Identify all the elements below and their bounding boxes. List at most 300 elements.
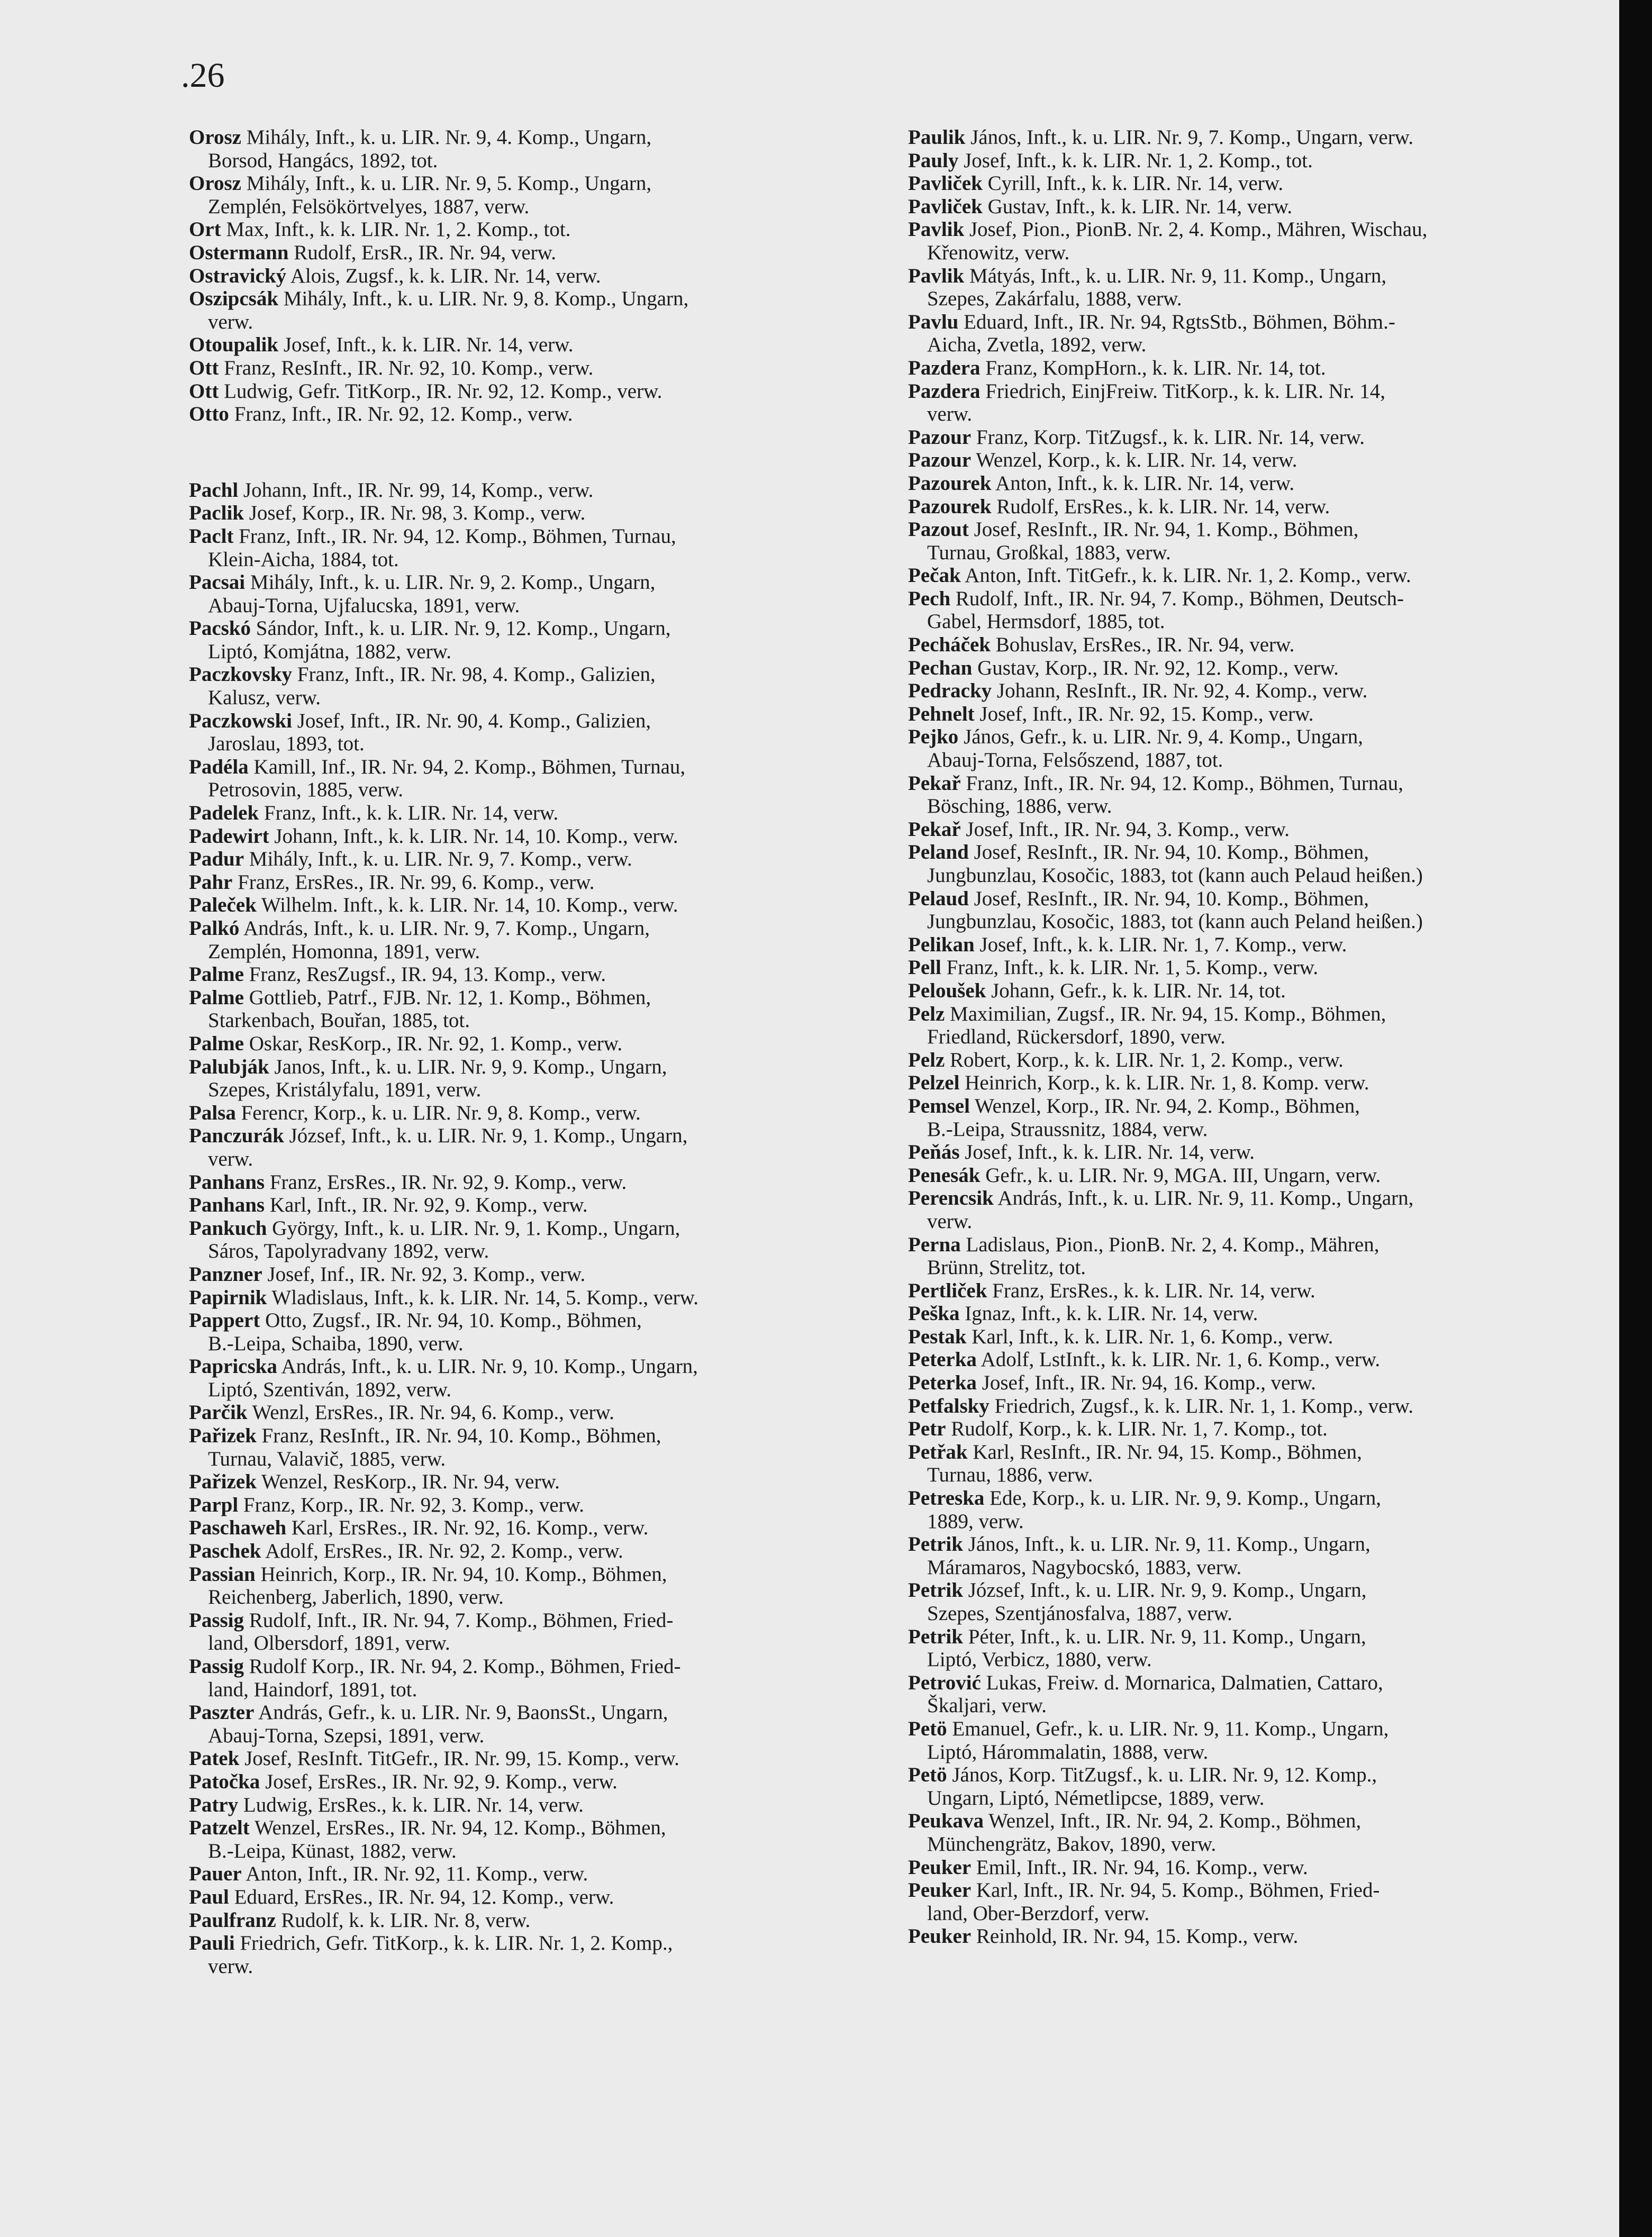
entry-details: Wenzel, ResKorp., IR. Nr. 94, verw. (261, 1470, 560, 1494)
entry-details: Franz, Korp. TitZugsf., k. k. LIR. Nr. 14, verw. (976, 425, 1365, 449)
entry-surname: Palkó (189, 917, 240, 940)
entry-surname: Ostermann (189, 241, 289, 264)
entry-surname: Paul (189, 1885, 229, 1908)
list-entry (908, 1879, 1601, 1925)
entry-details: János, Korp. TitZugsf., k. u. LIR. Nr. 9, 12. Komp., (952, 1763, 1377, 1787)
entry-surname: Paszter (189, 1701, 255, 1724)
entry-continuation: Petrosovin, 1885, verw. (208, 778, 404, 802)
entry-details: Josef, Inft., IR. Nr. 94, 16. Komp., verw. (982, 1371, 1316, 1395)
entry-continuation: land, Haindorf, 1891, tot. (208, 1678, 417, 1701)
entry-continuation: Jaroslau, 1893, tot. (208, 732, 365, 756)
list-entry (908, 1371, 1601, 1395)
list-entry (908, 1325, 1601, 1349)
entry-details: Mihály, Inft., k. u. LIR. Nr. 9, 5. Komp., Ungarn, (246, 172, 652, 195)
list-entry (908, 725, 1601, 771)
list-entry (189, 1286, 876, 1310)
list-entry (189, 917, 876, 963)
entry-surname: Panzner (189, 1262, 262, 1286)
entry-surname: Pařizek (189, 1424, 257, 1448)
entry-continuation: Zemplén, Felsökörtvelyes, 1887, verw. (208, 195, 530, 218)
entry-details: József, Inft., k. u. LIR. Nr. 9, 9. Komp., Ungarn, (968, 1579, 1367, 1602)
entry-details: Ladislaus, Pion., PionB. Nr. 2, 4. Komp., Mähren, (966, 1233, 1379, 1256)
list-entry (908, 1717, 1601, 1763)
entry-surname: Petö (908, 1763, 947, 1787)
entry-surname: Paschaweh (189, 1516, 287, 1540)
entry-continuation: Abauj-Torna, Felsőszend, 1887, tot. (927, 749, 1223, 772)
list-entry (908, 1925, 1601, 1948)
entry-surname: Pemsel (908, 1094, 970, 1117)
entry-details: Josef, Inf., IR. Nr. 92, 3. Komp., verw. (267, 1262, 586, 1286)
entry-surname: Peloušek (908, 979, 986, 1002)
entry-details: Franz, Inft., IR. Nr. 98, 4. Komp., Galizien, (297, 663, 656, 686)
entry-surname: Pavliček (908, 172, 983, 195)
entry-surname: Ott (189, 379, 219, 403)
entry-surname: Ott (189, 356, 219, 379)
entry-details: Josef, ResInft., IR. Nr. 94, 10. Komp., Böhmen, (974, 841, 1369, 864)
entry-details: Mihály, Inft., k. u. LIR. Nr. 9, 2. Komp., Ungarn, (250, 571, 656, 594)
list-entry (189, 1516, 876, 1540)
entry-details: Wenzel, Inft., IR. Nr. 94, 2. Komp., Böhmen, (988, 1809, 1361, 1833)
entry-surname: Pertliček (908, 1279, 987, 1302)
entry-surname: Pazdera (908, 379, 981, 403)
list-entry (908, 1187, 1601, 1233)
entry-surname: Papirnik (189, 1286, 267, 1309)
entry-details: Josef, Inft., IR. Nr. 94, 3. Komp., verw. (966, 817, 1290, 841)
list-entry (908, 1856, 1601, 1879)
entry-details: Kamill, Inf., IR. Nr. 94, 2. Komp., Böhmen, Turnau, (253, 755, 686, 778)
entry-details: József, Inft., k. u. LIR. Nr. 9, 1. Komp., Ungarn, (289, 1124, 688, 1148)
entry-surname: Paczkovsky (189, 663, 292, 686)
entry-details: Rudolf, Inft., IR. Nr. 94, 7. Komp., Böhmen, Deutsch- (955, 587, 1404, 610)
entry-details: Reinhold, IR. Nr. 94, 15. Komp., verw. (976, 1925, 1299, 1948)
entry-continuation: Ungarn, Liptó, Németlipcse, 1889, verw. (927, 1786, 1265, 1809)
entry-continuation: Sáros, Tapolyradvany 1892, verw. (208, 1240, 489, 1263)
entry-surname: Petr (908, 1417, 946, 1441)
list-entry (189, 1909, 876, 1932)
entry-continuation: Zemplén, Homonna, 1891, verw. (208, 940, 480, 963)
entry-details: Friedrich, Zugsf., k. k. LIR. Nr. 1, 1. Komp., verw. (994, 1394, 1414, 1417)
entry-details: Cyrill, Inft., k. k. LIR. Nr. 14, verw. (987, 172, 1284, 195)
entry-surname: Pelz (908, 1002, 945, 1025)
entry-details: Josef, Pion., PionB. Nr. 2, 4. Komp., Mähren, Wischau, (969, 218, 1428, 241)
entry-details: Mihály, Inft., k. u. LIR. Nr. 9, 8. Komp., Ungarn, (283, 287, 689, 311)
entry-surname: Peterka (908, 1371, 977, 1395)
entry-continuation: Máramaros, Nagybocskó, 1883, verw. (927, 1556, 1242, 1579)
list-entry (189, 963, 876, 986)
entry-details: György, Inft., k. u. LIR. Nr. 9, 1. Komp., Ungarn, (272, 1216, 680, 1240)
list-entry (189, 756, 876, 802)
entry-details: Franz, ErsRes., k. k. LIR. Nr. 14, verw. (992, 1279, 1315, 1302)
entry-surname: Petreska (908, 1487, 985, 1510)
list-entry (189, 502, 876, 525)
entry-details: Franz, Inft., k. k. LIR. Nr. 14, verw. (264, 802, 559, 825)
entry-surname: Pazdera (908, 356, 981, 379)
list-entry (908, 1071, 1601, 1095)
entry-continuation: Turnau, Großkal, 1883, verw. (927, 541, 1171, 564)
list-entry (908, 1279, 1601, 1303)
entry-details: Wladislaus, Inft., k. k. LIR. Nr. 14, 5. Komp., verw. (271, 1286, 699, 1309)
list-entry (189, 1563, 876, 1609)
entry-surname: Pahr (189, 870, 233, 894)
list-entry (908, 265, 1601, 311)
entry-details: Anton, Inft. TitGefr., k. k. LIR. Nr. 1, 2. Komp., verw. (965, 564, 1411, 587)
entry-surname: Paczkowski (189, 709, 292, 732)
list-entry (189, 802, 876, 825)
list-entry (908, 657, 1601, 680)
entry-continuation: Turnau, Valavič, 1885, verw. (208, 1447, 446, 1470)
entry-details: Josef, ErsRes., IR. Nr. 92, 9. Komp., verw. (265, 1770, 618, 1793)
list-entry (908, 1095, 1601, 1141)
list-entry (189, 1816, 876, 1862)
entry-surname: Pacskó (189, 617, 251, 640)
entry-details: Adolf, LstInft., k. k. LIR. Nr. 1, 6. Komp., verw. (981, 1348, 1381, 1371)
list-entry (189, 1263, 876, 1286)
list-entry (189, 126, 876, 172)
entry-surname: Padéla (189, 755, 249, 778)
entry-details: Franz, Korp., IR. Nr. 92, 3. Komp., verw. (243, 1493, 585, 1516)
entry-details: Sándor, Inft., k. u. LIR. Nr. 9, 12. Komp., Ungarn, (256, 617, 671, 640)
entry-surname: Panhans (189, 1170, 265, 1194)
entry-surname: Penesák (908, 1163, 981, 1187)
list-entry (189, 871, 876, 894)
entry-details: Josef, ResInft., IR. Nr. 94, 1. Komp., Böhmen, (974, 518, 1359, 541)
entry-surname: Pappert (189, 1309, 260, 1332)
entry-details: Heinrich, Korp., IR. Nr. 94, 10. Komp., Böhmen, (260, 1562, 667, 1586)
right-column (908, 126, 1601, 1948)
entry-surname: Petrović (908, 1671, 981, 1694)
entry-continuation: Liptó, Hárommalatin, 1888, verw. (927, 1740, 1209, 1763)
entry-surname: Petrik (908, 1533, 963, 1556)
list-entry (189, 172, 876, 218)
entry-details: Franz, ResInft., IR. Nr. 92, 10. Komp., verw. (224, 356, 594, 379)
entry-surname: Petřak (908, 1440, 968, 1463)
entry-details: Wenzel, Korp., k. k. LIR. Nr. 14, verw. (976, 449, 1297, 472)
entry-continuation: Gabel, Hermsdorf, 1885, tot. (927, 610, 1165, 633)
entry-continuation: B.-Leipa, Künast, 1882, verw. (208, 1839, 457, 1862)
entry-details: Bohuslav, ErsRes., IR. Nr. 94, verw. (995, 633, 1295, 657)
list-entry (189, 986, 876, 1032)
list-entry (908, 979, 1601, 1003)
entry-continuation: verw. (208, 1954, 253, 1978)
entry-surname: Pavliček (908, 195, 983, 218)
entry-details: Robert, Korp., k. k. LIR. Nr. 1, 2. Komp., verw. (950, 1048, 1344, 1071)
entry-surname: Pazout (908, 518, 969, 541)
list-entry (189, 1494, 876, 1517)
entry-details: Anton, Inft., IR. Nr. 92, 11. Komp., verw. (246, 1862, 588, 1886)
entry-continuation: Škaljari, verw. (927, 1694, 1047, 1717)
entry-surname: Pazour (908, 425, 972, 449)
entry-surname: Pedracky (908, 679, 992, 703)
list-entry (908, 1441, 1601, 1487)
list-entry (908, 1049, 1601, 1072)
entry-details: Josef, Inft., IR. Nr. 92, 15. Komp., verw. (979, 702, 1314, 725)
entry-details: Wenzel, ErsRes., IR. Nr. 94, 12. Komp., Böhmen, (254, 1816, 666, 1840)
list-entry (908, 633, 1601, 657)
entry-continuation: Münchengrätz, Bakov, 1890, verw. (927, 1832, 1217, 1856)
entry-surname: Padur (189, 848, 244, 871)
list-entry (189, 1171, 876, 1194)
list-entry (908, 1233, 1601, 1279)
list-entry (189, 848, 876, 871)
entry-surname: Pehnelt (908, 702, 975, 725)
entry-details: Janos, Inft., k. u. LIR. Nr. 9, 9. Komp., Ungarn, (274, 1055, 667, 1078)
entry-surname: Palme (189, 1032, 244, 1055)
list-entry (189, 571, 876, 617)
entry-details: Josef, Inft., IR. Nr. 90, 4. Komp., Galizien, (297, 709, 651, 732)
entry-continuation: land, Olbersdorf, 1891, verw. (208, 1632, 450, 1655)
entry-surname: Pelz (908, 1048, 945, 1071)
entry-surname: Petö (908, 1717, 947, 1740)
list-entry (908, 679, 1601, 703)
entry-details: Josef, Inft., k. k. LIR. Nr. 1, 7. Komp., verw. (979, 933, 1347, 956)
entry-surname: Paulfranz (189, 1908, 276, 1932)
list-entry (908, 357, 1601, 380)
list-entry (189, 1032, 876, 1056)
entry-details: András, Inft., k. u. LIR. Nr. 9, 10. Komp., Ungarn, (281, 1355, 698, 1378)
list-entry (189, 617, 876, 663)
entry-details: Heinrich, Korp., k. k. LIR. Nr. 1, 8. Komp. verw. (965, 1071, 1369, 1095)
entry-surname: Pavlu (908, 310, 959, 333)
entry-details: Mihály, Inft., k. u. LIR. Nr. 9, 7. Komp., verw. (249, 848, 632, 871)
entry-surname: Pelaud (908, 887, 969, 910)
entry-surname: Pazour (908, 449, 972, 472)
list-entry (908, 772, 1601, 818)
entry-surname: Pell (908, 956, 941, 979)
entry-surname: Paclt (189, 524, 234, 548)
list-entry (908, 1141, 1601, 1164)
list-entry (908, 380, 1601, 426)
list-entry (189, 1862, 876, 1886)
entry-surname: Pelikan (908, 933, 975, 956)
entry-details: Gustav, Inft., k. k. LIR. Nr. 14, verw. (987, 195, 1293, 218)
entry-details: János, Inft., k. u. LIR. Nr. 9, 7. Komp., Ungarn, verw. (970, 126, 1414, 149)
entry-surname: Perna (908, 1233, 961, 1256)
list-entry (189, 218, 876, 241)
list-entry (908, 1164, 1601, 1187)
entry-continuation: B.-Leipa, Straussnitz, 1884, verw. (927, 1117, 1208, 1141)
list-entry (908, 1763, 1601, 1809)
entry-continuation: Szepes, Kristályfalu, 1891, verw. (208, 1078, 482, 1102)
entry-continuation: Abauj-Torna, Szepsi, 1891, verw. (208, 1724, 485, 1747)
entry-details: Ede, Korp., k. u. LIR. Nr. 9, 9. Komp., Ungarn, (990, 1487, 1381, 1510)
entry-surname: Papricska (189, 1355, 277, 1378)
entry-continuation: Szepes, Szentjánosfalva, 1887, verw. (927, 1602, 1232, 1625)
entry-details: Rudolf, Inft., IR. Nr. 94, 7. Komp., Böhmen, Fried- (249, 1608, 674, 1632)
entry-surname: Petfalsky (908, 1394, 990, 1417)
entry-surname: Peňás (908, 1141, 960, 1164)
entry-continuation: Aicha, Zvetla, 1892, verw. (927, 333, 1147, 357)
entry-surname: Oszipcsák (189, 287, 279, 311)
list-entry (189, 1124, 876, 1170)
list-entry (189, 287, 876, 333)
list-entry (908, 218, 1601, 264)
entry-surname: Parčik (189, 1401, 248, 1424)
list-entry (908, 1003, 1601, 1049)
entry-surname: Pazourek (908, 495, 992, 518)
entry-details: Alois, Zugsf., k. k. LIR. Nr. 14, verw. (290, 264, 601, 287)
entry-surname: Ort (189, 218, 221, 241)
entry-details: Rudolf, k. k. LIR. Nr. 8, verw. (281, 1908, 531, 1932)
entry-surname: Paulik (908, 126, 966, 149)
list-entry (908, 472, 1601, 495)
entry-details: Franz, ResZugsf., IR. 94, 13. Komp., verw. (249, 963, 606, 986)
list-entry (189, 357, 876, 380)
entry-continuation: B.-Leipa, Schaiba, 1890, verw. (208, 1332, 464, 1355)
list-entry (908, 1625, 1601, 1671)
entry-surname: Ostravický (189, 264, 287, 287)
entry-surname: Pechan (908, 656, 973, 679)
entry-surname: Pauer (189, 1862, 242, 1886)
list-entry (908, 1395, 1601, 1418)
list-entry (908, 1487, 1601, 1533)
entry-surname: Palme (189, 986, 244, 1009)
entry-continuation: Kalusz, verw. (208, 686, 321, 710)
entry-details: Wenzel, Korp., IR. Nr. 94, 2. Komp., Böhmen, (975, 1094, 1360, 1117)
section-gap (189, 426, 876, 479)
entry-surname: Passig (189, 1608, 244, 1632)
entry-surname: Pejko (908, 725, 959, 749)
entry-surname: Pachl (189, 478, 239, 502)
entry-surname: Pekař (908, 817, 961, 841)
entry-details: Ignaz, Inft., k. k. LIR. Nr. 14, verw. (965, 1302, 1258, 1325)
entry-details: Oskar, ResKorp., IR. Nr. 92, 1. Komp., verw. (249, 1032, 623, 1055)
entry-surname: Pauly (908, 149, 959, 172)
entry-details: Wilhelm. Inft., k. k. LIR. Nr. 14, 10. Komp., verw. (261, 894, 678, 917)
entry-surname: Paclik (189, 502, 244, 525)
entry-details: Eduard, ErsRes., IR. Nr. 94, 12. Komp., verw. (234, 1885, 614, 1908)
entry-details: Emil, Inft., IR. Nr. 94, 16. Komp., verw. (976, 1856, 1308, 1879)
list-entry (189, 1194, 876, 1217)
entry-details: Karl, ErsRes., IR. Nr. 92, 16. Komp., verw. (291, 1516, 649, 1540)
entry-details: Emanuel, Gefr., k. u. LIR. Nr. 9, 11. Komp., Ungarn, (952, 1717, 1389, 1740)
entry-details: Maximilian, Zugsf., IR. Nr. 94, 15. Komp., Böhmen, (950, 1002, 1386, 1025)
entry-details: Franz, KompHorn., k. k. LIR. Nr. 14, tot. (985, 356, 1326, 379)
entry-surname: Palubják (189, 1055, 269, 1078)
list-entry (189, 1102, 876, 1125)
list-entry (908, 149, 1601, 172)
list-entry (189, 825, 876, 848)
entry-details: Péter, Inft., k. u. LIR. Nr. 9, 11. Komp., Ungarn, (968, 1625, 1366, 1648)
entry-continuation: Starkenbach, Bouřan, 1885, tot. (208, 1009, 470, 1032)
entry-surname: Orosz (189, 126, 241, 149)
entry-surname: Palsa (189, 1101, 236, 1124)
entry-continuation: Szepes, Zakárfalu, 1888, verw. (927, 287, 1182, 311)
entry-details: Josef, Inft., k. k. LIR. Nr. 14, verw. (965, 1141, 1255, 1164)
entry-continuation: Liptó, Komjátna, 1882, verw. (208, 640, 451, 663)
entry-details: János, Inft., k. u. LIR. Nr. 9, 11. Komp., Ungarn, (968, 1533, 1370, 1556)
entry-continuation: Bösching, 1886, verw. (927, 795, 1112, 818)
entry-details: Josef, ResInft. TitGefr., IR. Nr. 99, 15. Komp., verw. (244, 1747, 679, 1770)
entry-continuation: verw. (927, 1210, 973, 1233)
entry-surname: Passian (189, 1562, 256, 1586)
entry-details: Johann, Inft., k. k. LIR. Nr. 14, 10. Komp., verw. (274, 824, 678, 848)
entry-details: Karl, Inft., IR. Nr. 92, 9. Komp., verw. (269, 1194, 588, 1217)
list-entry (908, 449, 1601, 472)
entry-surname: Pazourek (908, 471, 992, 495)
list-entry (908, 587, 1601, 633)
entry-details: Ferencr, Korp., k. u. LIR. Nr. 9, 8. Komp., verw. (241, 1101, 641, 1124)
list-entry (189, 1747, 876, 1770)
entry-continuation: Liptó, Szentiván, 1892, verw. (208, 1378, 451, 1401)
page-number: .26 (181, 56, 225, 95)
entry-details: András, Gefr., k. u. LIR. Nr. 9, BaonsSt., Ungarn, (258, 1701, 668, 1724)
entry-surname: Otto (189, 403, 229, 426)
entry-details: Franz, ErsRes., IR. Nr. 99, 6. Komp., verw. (238, 870, 595, 894)
list-entry (189, 241, 876, 265)
entry-details: Rudolf Korp., IR. Nr. 94, 2. Komp., Böhmen, Fried- (249, 1655, 681, 1678)
entry-details: Josef, Inft., k. k. LIR. Nr. 1, 2. Komp., tot. (964, 149, 1313, 172)
entry-surname: Pech (908, 587, 951, 610)
entry-surname: Pekař (908, 771, 961, 795)
entry-surname: Pacsai (189, 571, 246, 594)
entry-surname: Padewirt (189, 824, 269, 848)
entry-surname: Pečak (908, 564, 961, 587)
entry-surname: Peška (908, 1302, 960, 1325)
list-entry (189, 663, 876, 709)
entry-details: Rudolf, Korp., k. k. LIR. Nr. 1, 7. Komp., tot. (951, 1417, 1328, 1441)
entry-continuation: Reichenberg, Jaberlich, 1890, verw. (208, 1586, 504, 1609)
entry-surname: Patry (189, 1793, 239, 1816)
entry-continuation: Klein-Aicha, 1884, tot. (208, 548, 399, 571)
list-entry (908, 818, 1601, 841)
entry-details: Ludwig, ErsRes., k. k. LIR. Nr. 14, verw. (243, 1793, 584, 1816)
list-entry (908, 1579, 1601, 1625)
entry-details: János, Gefr., k. u. LIR. Nr. 9, 4. Komp., Ungarn, (964, 725, 1364, 749)
list-entry (189, 1655, 876, 1701)
entry-surname: Petrik (908, 1579, 963, 1602)
entry-continuation: Jungbunzlau, Kosočic, 1883, tot (kann auch Peland heißen.) (927, 910, 1423, 933)
list-entry (908, 1348, 1601, 1371)
list-entry (189, 1309, 876, 1355)
list-entry (908, 1533, 1601, 1579)
entry-surname: Paschek (189, 1540, 261, 1563)
list-entry (189, 380, 876, 403)
entry-surname: Pelzel (908, 1071, 960, 1095)
list-entry (908, 195, 1601, 219)
list-entry (189, 525, 876, 571)
entry-details: Franz, Inft., IR. Nr. 94, 12. Komp., Böhmen, Turnau, (239, 524, 676, 548)
entry-details: Josef, Korp., IR. Nr. 98, 3. Komp., verw. (249, 502, 586, 525)
entry-surname: Pauli (189, 1932, 235, 1955)
list-entry (189, 403, 876, 426)
entry-surname: Pavlik (908, 218, 965, 241)
entry-surname: Pestak (908, 1325, 967, 1348)
entry-continuation: Turnau, 1886, verw. (927, 1463, 1093, 1487)
entry-surname: Pařizek (189, 1470, 257, 1494)
list-entry (189, 1609, 876, 1655)
entry-details: Josef, Inft., k. k. LIR. Nr. 14, verw. (283, 333, 574, 357)
entry-details: Franz, ErsRes., IR. Nr. 92, 9. Komp., verw. (269, 1170, 627, 1194)
entry-continuation: Křenowitz, verw. (927, 241, 1070, 264)
entry-surname: Otoupalik (189, 333, 279, 357)
entry-details: Gefr., k. u. LIR. Nr. 9, MGA. III, Ungarn, verw. (985, 1163, 1381, 1187)
entry-continuation: Borsod, Hangács, 1892, tot. (208, 149, 438, 172)
entry-details: Friedrich, Gefr. TitKorp., k. k. LIR. Nr. 1, 2. Komp., (240, 1932, 673, 1955)
list-entry (189, 1540, 876, 1563)
list-entry (908, 564, 1601, 587)
list-entry (189, 1217, 876, 1263)
entry-surname: Palme (189, 963, 244, 986)
list-entry (908, 887, 1601, 933)
entry-details: Karl, Inft., IR. Nr. 94, 5. Komp., Böhmen, Fried- (976, 1879, 1380, 1902)
list-entry (908, 518, 1601, 564)
entry-details: Karl, Inft., k. k. LIR. Nr. 1, 6. Komp., verw. (972, 1325, 1333, 1348)
list-entry (189, 1932, 876, 1978)
entry-details: Lukas, Freiw. d. Mornarica, Dalmatien, Cattaro, (986, 1671, 1383, 1694)
entry-surname: Padelek (189, 802, 259, 825)
list-entry (908, 426, 1601, 449)
list-entry (189, 710, 876, 756)
